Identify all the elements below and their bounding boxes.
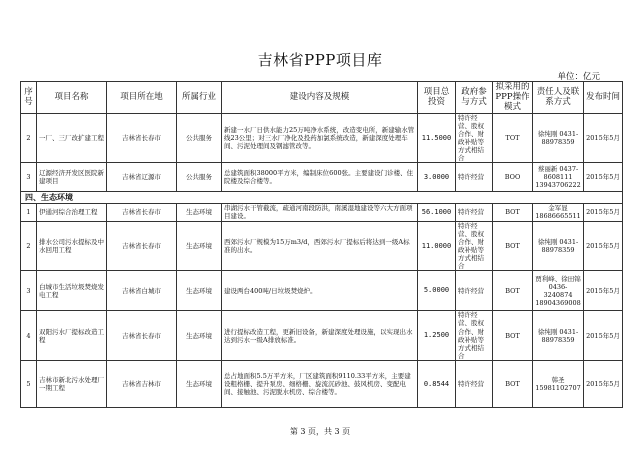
cell-investment: 56.1000 bbox=[418, 204, 456, 221]
cell-investment: 1.2500 bbox=[418, 311, 456, 361]
cell-investment: 11.0000 bbox=[418, 221, 456, 271]
cell-name: 辽源经济开发区医院新建项目 bbox=[37, 163, 107, 192]
cell-name: 双阳污水厂提标改造工程 bbox=[37, 311, 107, 361]
unit-label: 单位：亿元 bbox=[557, 72, 600, 82]
cell-name: 吉林市新北污水处理厂一期工程 bbox=[37, 361, 107, 408]
page-footer: 第 3 页，共 3 页 bbox=[289, 427, 351, 436]
header-industry: 所属行业 bbox=[177, 82, 222, 114]
table-row bbox=[21, 271, 623, 311]
cell-name: 伊通河综合治理工程 bbox=[37, 204, 107, 221]
cell-ppp-mode: BOT bbox=[493, 361, 533, 408]
cell-ppp-mode: BOT bbox=[493, 204, 533, 221]
table-row bbox=[21, 204, 623, 221]
cell-location: 吉林省长春市 bbox=[107, 311, 177, 361]
cell-location: 吉林省吉林市 bbox=[107, 361, 177, 408]
cell-industry: 生态环境 bbox=[177, 204, 222, 221]
cell-ppp-mode: TOT bbox=[493, 113, 533, 163]
header-investment: 项目总投资 bbox=[418, 82, 456, 114]
cell-government-role: 特许经营、股权合作、财政补贴等方式相结合 bbox=[456, 113, 493, 163]
table-row bbox=[21, 113, 623, 163]
cell-date: 2015年5月 bbox=[584, 221, 623, 271]
cell-ppp-mode: BOT bbox=[493, 271, 533, 311]
cell-content: 进行提标改造工程，更新旧设备，新建深度处理设施，以实现出水达到污水一级A排放标准。 bbox=[222, 311, 418, 361]
header-location: 项目所在地 bbox=[107, 82, 177, 114]
cell-investment: 11.5000 bbox=[418, 113, 456, 163]
cell-contact: 贾利峰、徐田锦 0436-3240874 18904369008 bbox=[533, 271, 584, 311]
cell-investment: 0.8544 bbox=[418, 361, 456, 408]
cell-content: 新建一水厂日供水能力25万吨净水系统，改造变电所，新建输水管线23公里；对三水厂净化及投药加氯系统改造，新建深度处理车间、污泥处理间及钢滤管改等。 bbox=[222, 113, 418, 163]
cell-no: 5 bbox=[21, 361, 37, 408]
document-title: 吉林省PPP项目库 bbox=[257, 51, 383, 69]
cell-contact: 蔡丽新 0437-8608111 13943706222 bbox=[533, 163, 584, 192]
header-no: 序号 bbox=[21, 82, 37, 114]
cell-date: 2015年5月 bbox=[584, 271, 623, 311]
cell-location: 吉林省长春市 bbox=[107, 221, 177, 271]
cell-no: 1 bbox=[21, 204, 37, 221]
cell-ppp-mode: BOT bbox=[493, 221, 533, 271]
cell-location: 吉林省长春市 bbox=[107, 204, 177, 221]
cell-industry: 生态环境 bbox=[177, 361, 222, 408]
cell-government-role: 特许经营、股权合作、财政补贴等方式相结合 bbox=[456, 311, 493, 361]
cell-no: 2 bbox=[21, 221, 37, 271]
header-contact: 责任人及联系方式 bbox=[533, 82, 584, 114]
cell-government-role: 特许经营 bbox=[456, 163, 493, 192]
cell-date: 2015年5月 bbox=[584, 113, 623, 163]
cell-content: 串湖污水干管截流，疏通河南段防洪，南溪湿地建设等六大方面项目建设。 bbox=[222, 204, 418, 221]
cell-industry: 公共服务 bbox=[177, 113, 222, 163]
section-heading: 四、生态环境 bbox=[21, 192, 623, 204]
cell-contact: 徐纯刚 0431-88978359 bbox=[533, 221, 584, 271]
cell-no: 2 bbox=[21, 113, 37, 163]
header-content: 建设内容及规模 bbox=[222, 82, 418, 114]
cell-no: 3 bbox=[21, 271, 37, 311]
header-name: 项目名称 bbox=[37, 82, 107, 114]
cell-content: 总建筑面积38000平方米，编制床位600张。主要建设门诊楼、住院楼及综合楼等。 bbox=[222, 163, 418, 192]
cell-location: 吉林省白城市 bbox=[107, 271, 177, 311]
cell-ppp-mode: BOT bbox=[493, 311, 533, 361]
cell-no: 3 bbox=[21, 163, 37, 192]
header-date: 发布时间 bbox=[584, 82, 623, 114]
cell-date: 2015年5月 bbox=[584, 163, 623, 192]
table-row bbox=[21, 311, 623, 361]
cell-contact: 金军显 18686665511 bbox=[533, 204, 584, 221]
table-row bbox=[21, 361, 623, 408]
cell-industry: 生态环境 bbox=[177, 271, 222, 311]
cell-government-role: 特许经营 bbox=[456, 271, 493, 311]
cell-contact: 韩圣 15981102707 bbox=[533, 361, 584, 408]
cell-date: 2015年5月 bbox=[584, 361, 623, 408]
ppp-project-table bbox=[20, 81, 623, 408]
section-row bbox=[21, 192, 623, 204]
cell-date: 2015年5月 bbox=[584, 204, 623, 221]
table-header-row bbox=[21, 82, 623, 114]
cell-contact: 徐纯刚 0431-88978359 bbox=[533, 311, 584, 361]
header-ppp-mode: 拟采用的PPP操作模式 bbox=[493, 82, 533, 114]
cell-contact: 徐纯刚 0431-88978359 bbox=[533, 113, 584, 163]
cell-ppp-mode: BOO bbox=[493, 163, 533, 192]
table-row bbox=[21, 163, 623, 192]
cell-industry: 生态环境 bbox=[177, 221, 222, 271]
cell-location: 吉林省辽源市 bbox=[107, 163, 177, 192]
cell-investment: 5.0000 bbox=[418, 271, 456, 311]
cell-name: 一厂、三厂改扩建工程 bbox=[37, 113, 107, 163]
cell-date: 2015年5月 bbox=[584, 311, 623, 361]
cell-name: 排水公司污水提标及中水回用工程 bbox=[37, 221, 107, 271]
cell-industry: 公共服务 bbox=[177, 163, 222, 192]
cell-no: 4 bbox=[21, 311, 37, 361]
cell-location: 吉林省长春市 bbox=[107, 113, 177, 163]
cell-content: 西郊污水厂规模为15万m3/d，西郊污水厂提标后将达到一级A标准的出水。 bbox=[222, 221, 418, 271]
cell-industry: 生态环境 bbox=[177, 311, 222, 361]
cell-content: 建设两台400吨/日垃圾焚烧炉。 bbox=[222, 271, 418, 311]
cell-content: 总占地面积5.5万平方米，厂区建筑面积9110.33平方米，主要建设粗格栅、提升泵房、细格栅、旋流沉砂池、鼓风机房、变配电间、接触池、污泥脱水机房、综合楼等。 bbox=[222, 361, 418, 408]
cell-government-role: 特许经营 bbox=[456, 361, 493, 408]
cell-investment: 3.0000 bbox=[418, 163, 456, 192]
cell-government-role: 特许经营 bbox=[456, 204, 493, 221]
table-row bbox=[21, 221, 623, 271]
header-government-role: 政府参与方式 bbox=[456, 82, 493, 114]
cell-name: 白城市生活垃圾焚烧发电工程 bbox=[37, 271, 107, 311]
cell-government-role: 特许经营、股权合作、财政补贴等方式相结合 bbox=[456, 221, 493, 271]
